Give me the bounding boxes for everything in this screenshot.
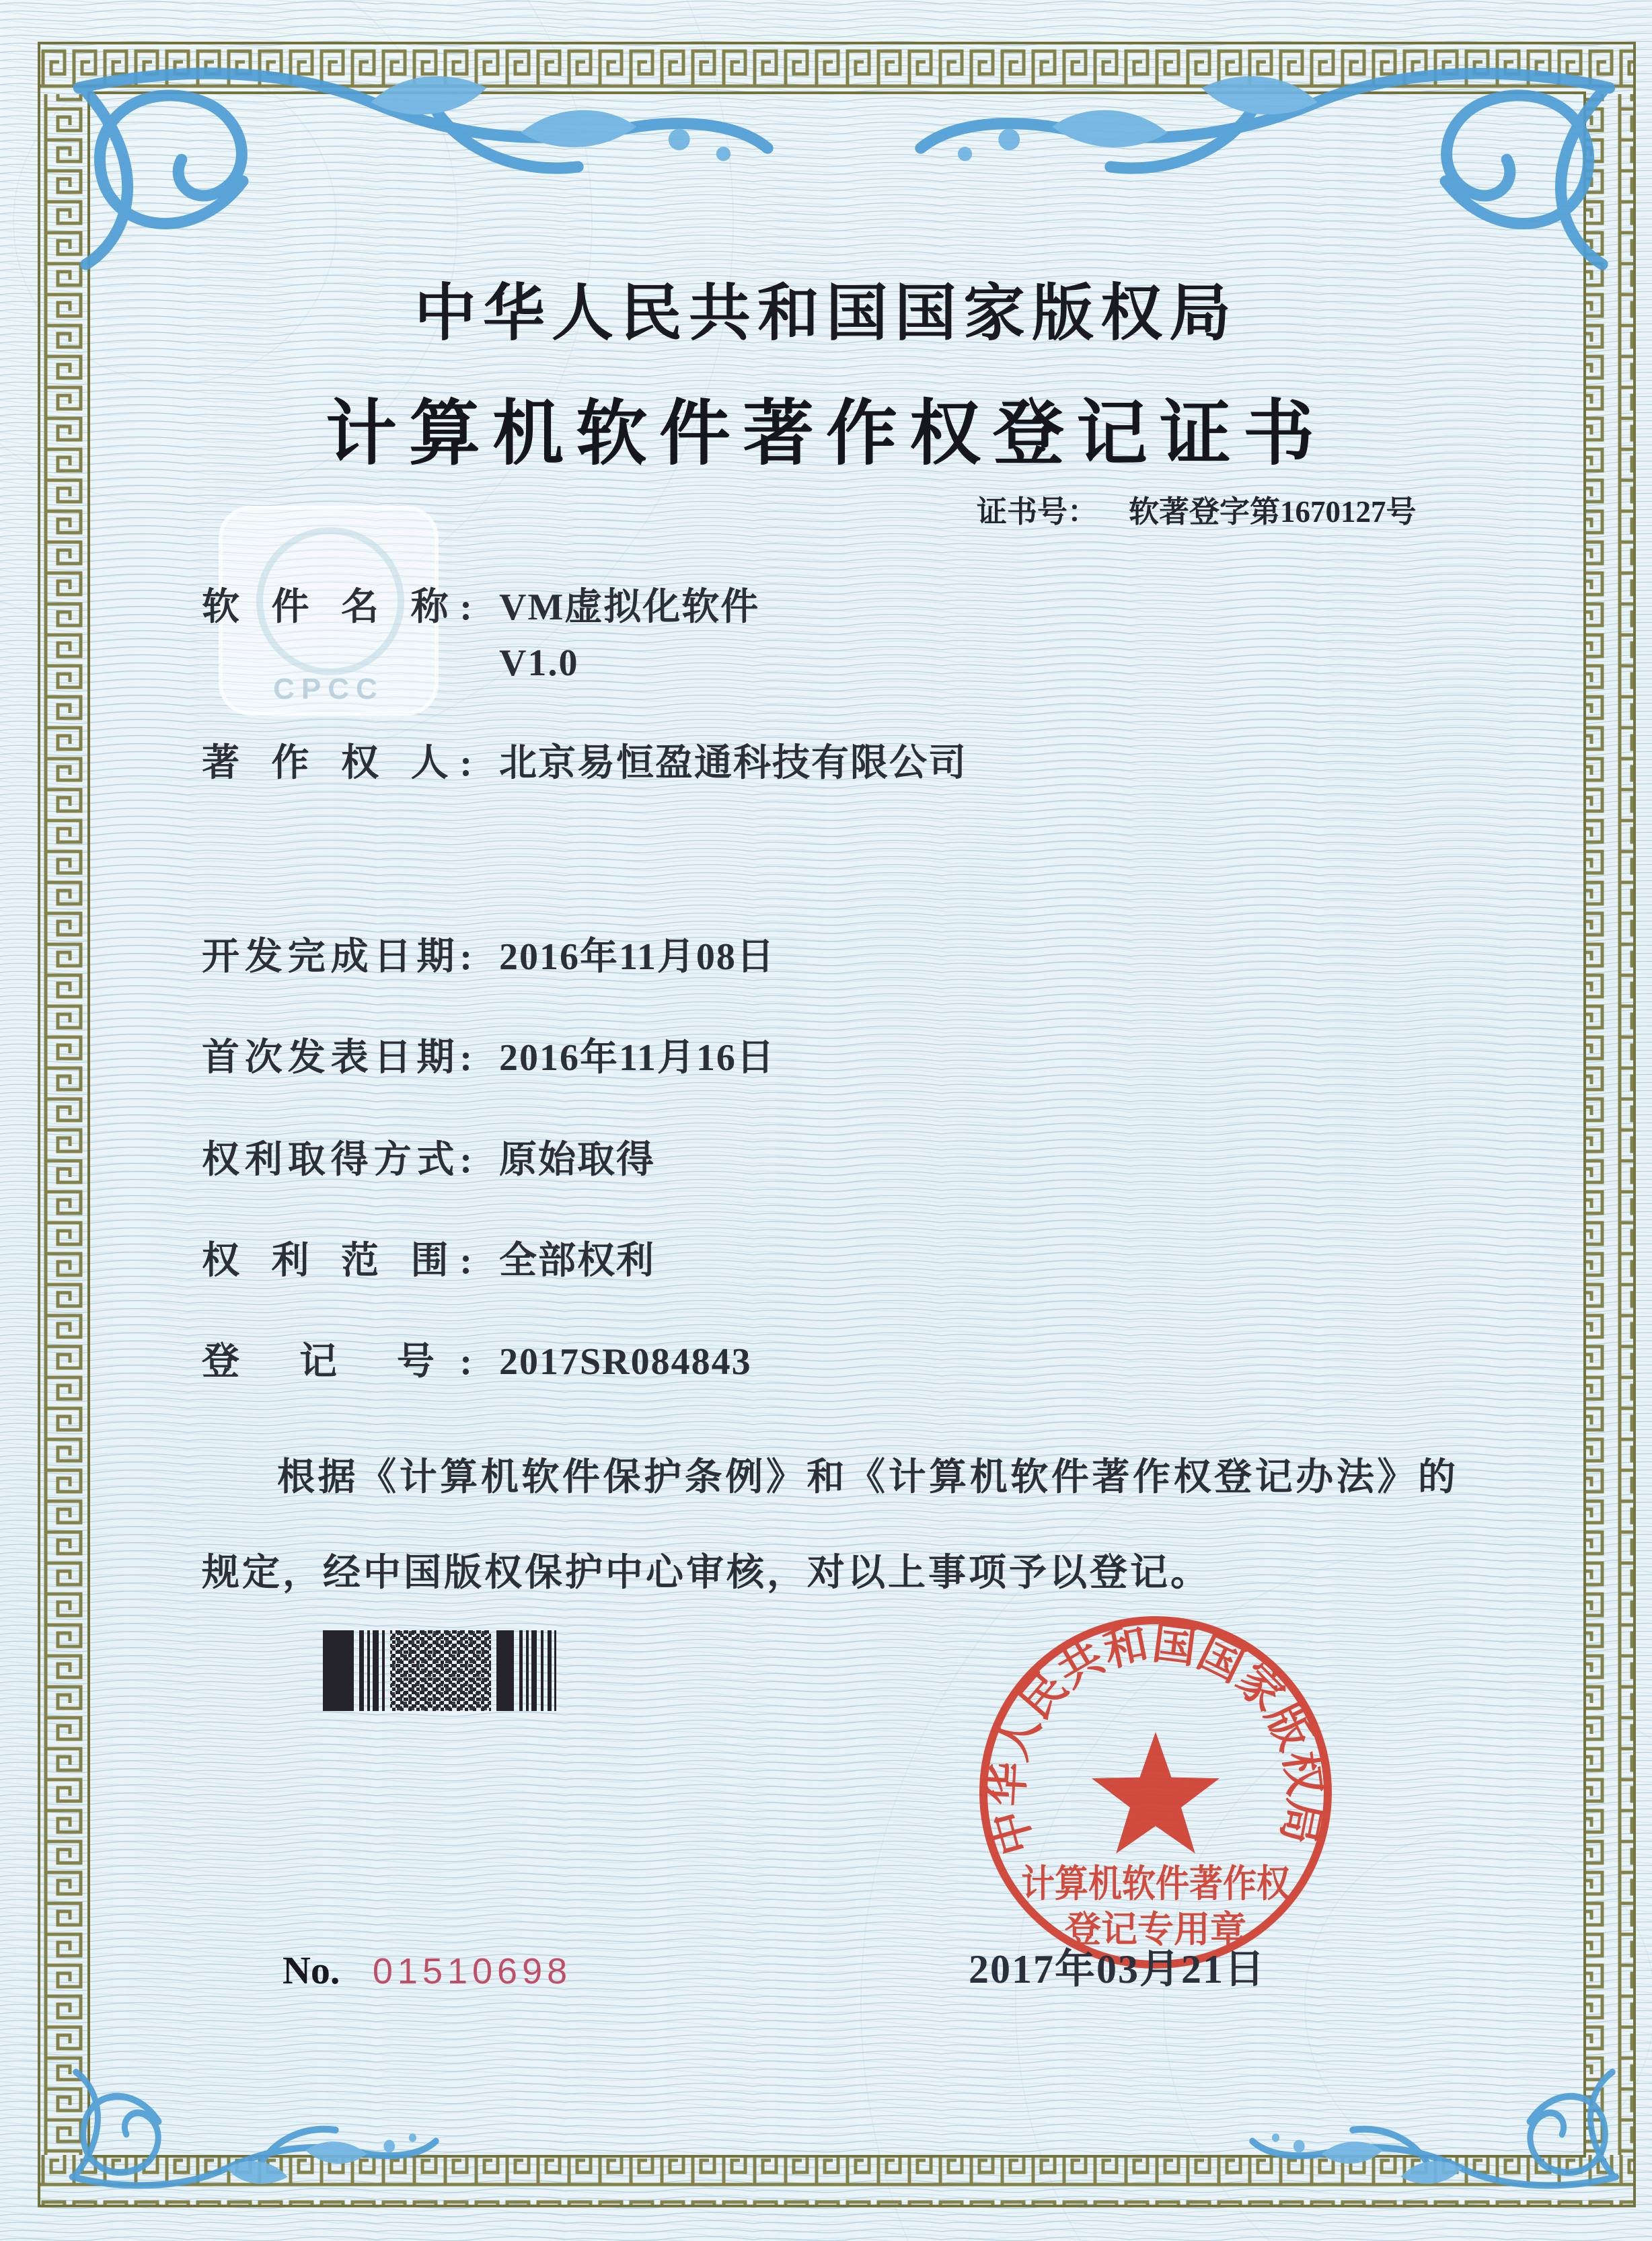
field-software-name — [202, 577, 759, 685]
field-value: 2016年11月08日 — [499, 936, 776, 978]
field-label: 首次发表日期: — [202, 1037, 472, 1079]
field-label: 权 利 范 围: — [202, 1240, 472, 1282]
certificate-number-label: 证书号： — [977, 495, 1098, 529]
registration-statement: 根据《计算机软件保护条例》和《计算机软件著作权登记办法》的规定，经中国版权保护中心审核，对以上事项予以登记。 — [202, 1457, 1458, 1594]
seal-line1: 计算机软件著作权 — [1021, 1864, 1290, 1905]
flourish-bottom-left — [65, 2066, 441, 2194]
field-value: 全部权利 — [499, 1240, 655, 1282]
meander-border-frame — [38, 42, 1636, 2207]
field-label: 开发完成日期: — [202, 936, 472, 978]
field-rights-scope — [202, 1231, 655, 1285]
field-first-publish-date — [202, 1028, 776, 1081]
flourish-bottom-right — [1247, 2066, 1624, 2194]
seal-ring-text: 中华人民共和国国家版权局 — [982, 1618, 1330, 1860]
serial-label: No. — [283, 1948, 340, 1992]
field-copyright-holder — [202, 733, 967, 787]
field-value: 北京易恒盈通科技有限公司 — [499, 743, 967, 784]
authority-title: 中华人民共和国国家版权局 — [414, 279, 1238, 348]
field-label: 软 件 名 称: — [202, 586, 472, 628]
field-value: VM虚拟化软件 — [499, 586, 760, 628]
certificate-number-value: 软著登字第1670127号 — [1129, 495, 1417, 529]
field-value: 原始取得 — [499, 1139, 655, 1181]
field-registration-number — [202, 1332, 752, 1385]
field-value: 2016年11月16日 — [499, 1037, 776, 1079]
field-value: 2017SR084843 — [499, 1341, 752, 1383]
certificate-number-line — [977, 487, 1417, 531]
field-rights-acquisition — [202, 1130, 655, 1184]
barcode-2d — [323, 1630, 558, 1711]
field-label: 著 作 权 人: — [202, 743, 472, 784]
issue-date: 2017年03月21日 — [969, 1947, 1266, 1991]
field-value-version: V1.0 — [499, 642, 579, 684]
field-label: 权利取得方式: — [202, 1139, 472, 1181]
certificate-title: 计算机软件著作权登记证书 — [326, 395, 1326, 473]
flourish-top-right — [911, 59, 1624, 274]
cpcc-watermark-text: CPCC — [273, 673, 384, 706]
serial-value: 01510698 — [372, 1951, 572, 1991]
star-icon — [1092, 1732, 1219, 1854]
flourish-top-left — [65, 59, 778, 274]
serial-number-line — [283, 1948, 572, 1993]
meander-border-svg — [38, 42, 1636, 2207]
field-dev-complete-date — [202, 927, 776, 981]
field-label: 登 记 号: — [202, 1341, 472, 1383]
seal-line2: 登记专用章 — [1065, 1909, 1246, 1950]
